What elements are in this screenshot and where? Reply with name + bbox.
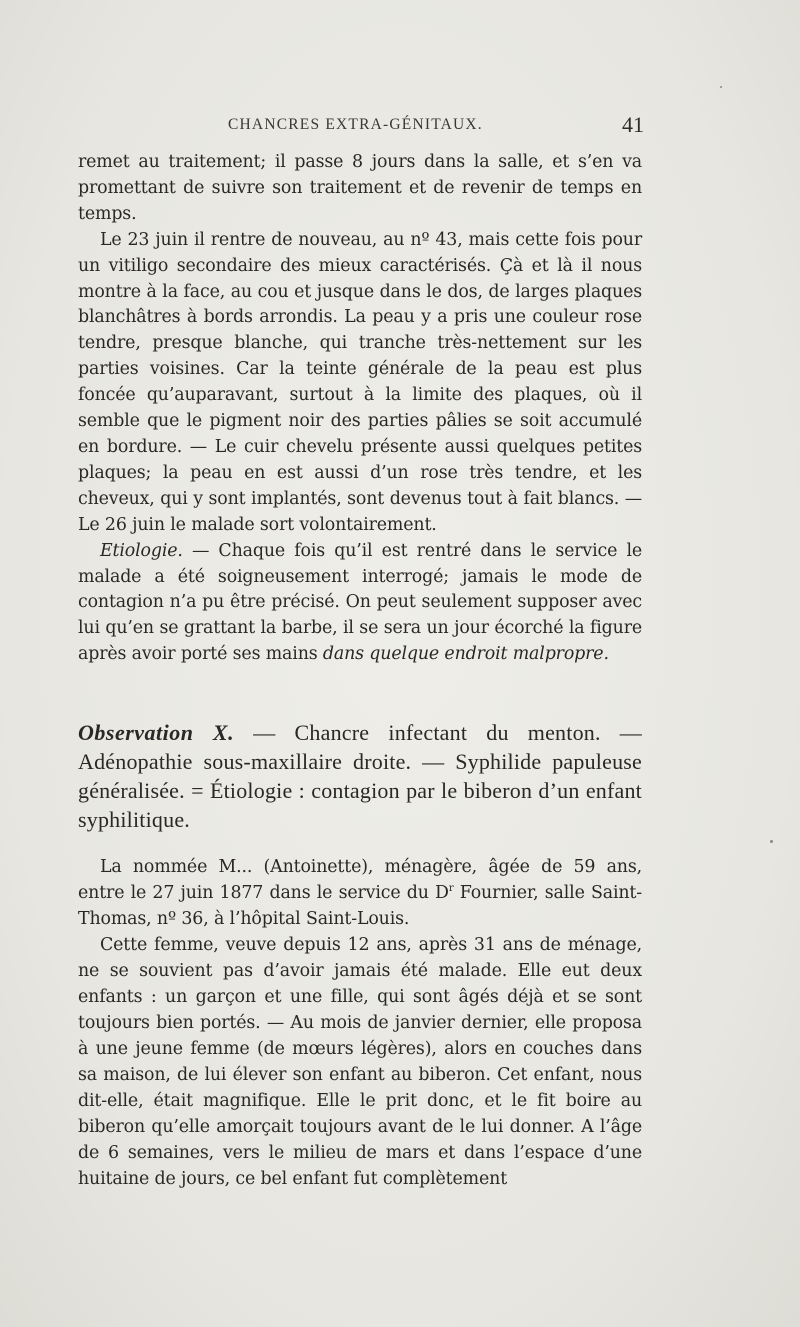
running-head [78,112,644,140]
case-intro-sup: r [448,883,454,894]
etiologie-text: — Chaque fois qu’il est rentré dans le service le malade a été soigneusement interrogé; jamais le mode de contagion n’a pu être précisé. On peut seulement supposer avec lui qu’en se grattant la barbe, il se sera un jour écorché la figure après avoir porté ses mains [78,540,642,665]
etiologie-label: Etiologie. [100,540,183,561]
paragraph-case-body: Cette femme, veuve depuis 12 ans, après 31 ans de ménage, ne se souvient pas d’avoir jamais été malade. Elle eut deux enfants : un garçon et une fille, qui sont âgés déjà et se sont toujours bien portés. — Au mois de janvier dernier, elle proposa à une jeune femme (de mœurs légères), alors en couches dans sa maison, de lui élever son enfant au biberon. Cet enfant, nous dit-elle, était magnifique. Elle le prit donc, et le fit boire au biberon qu’elle amorçait toujours avant de le lui donner. A l’âge de 6 semaines, vers le milieu de mars et dans l’espace d’une huitaine de jours, ce bel enfant fut complètement [78,935,642,1189]
paragraph-etiologie [78,539,642,669]
etiologie-italic-end: dans quelque endroit malpropre. [322,644,609,665]
paragraph-vitiligo: Le 23 juin il rentre de nouveau, au nº 43, mais cette fois pour un vitiligo secondaire des mieux caractérisés. Çà et là il nous montre à la face, au cou et jusque dans le dos, de larges plaques blanchâtres à bords arrondis. La peau y a pris une couleur rose tendre, presque blanche, qui tranche très-nettement sur les parties voisines. Car la teinte générale de la peau est plus foncée qu’auparavant, surtout à la limite des plaques, où il semble que le pigment noir des parties pâlies se soit accumulé en bordure. — Le cuir chevelu présente aussi quelques petites plaques; la peau en est aussi d’un rose très tendre, et les cheveux, qui y sont implantés, sont devenus tout à fait blancs. — Le 26 juin le malade sort volontairement. [78,229,642,535]
paragraph-case-intro [78,854,642,932]
observation-title: — Chancre infectant du menton. — Adénopathie sous-maxillaire droite. — Syphilide papuleuse généralisée. = Étiologie : contagion par le biberon d’un enfant syphilitique. [78,720,642,832]
observation-label: Observation X. [78,720,235,745]
paper-speck [720,86,722,88]
body-text-top [78,150,642,668]
page-number: 41 [622,112,644,137]
paragraph-continuation: remet au traitement; il passe 8 jours dans la salle, et s’en va promettant de suivre son traitement et de revenir de temps en temps. [78,152,642,224]
case-intro-after: Fournier, salle Saint-Thomas, nº 36, à l’hôpital Saint-Louis. [78,883,642,929]
body-text-bottom [78,854,642,1192]
running-title: CHANCRES EXTRA-GÉNITAUX. [228,116,483,133]
observation-heading [78,718,642,834]
case-intro-before: La nommée M... (Antoinette), ménagère, âgée de 59 ans, entre le 27 juin 1877 dans le service du D [78,857,642,903]
paper-speck [770,840,773,843]
